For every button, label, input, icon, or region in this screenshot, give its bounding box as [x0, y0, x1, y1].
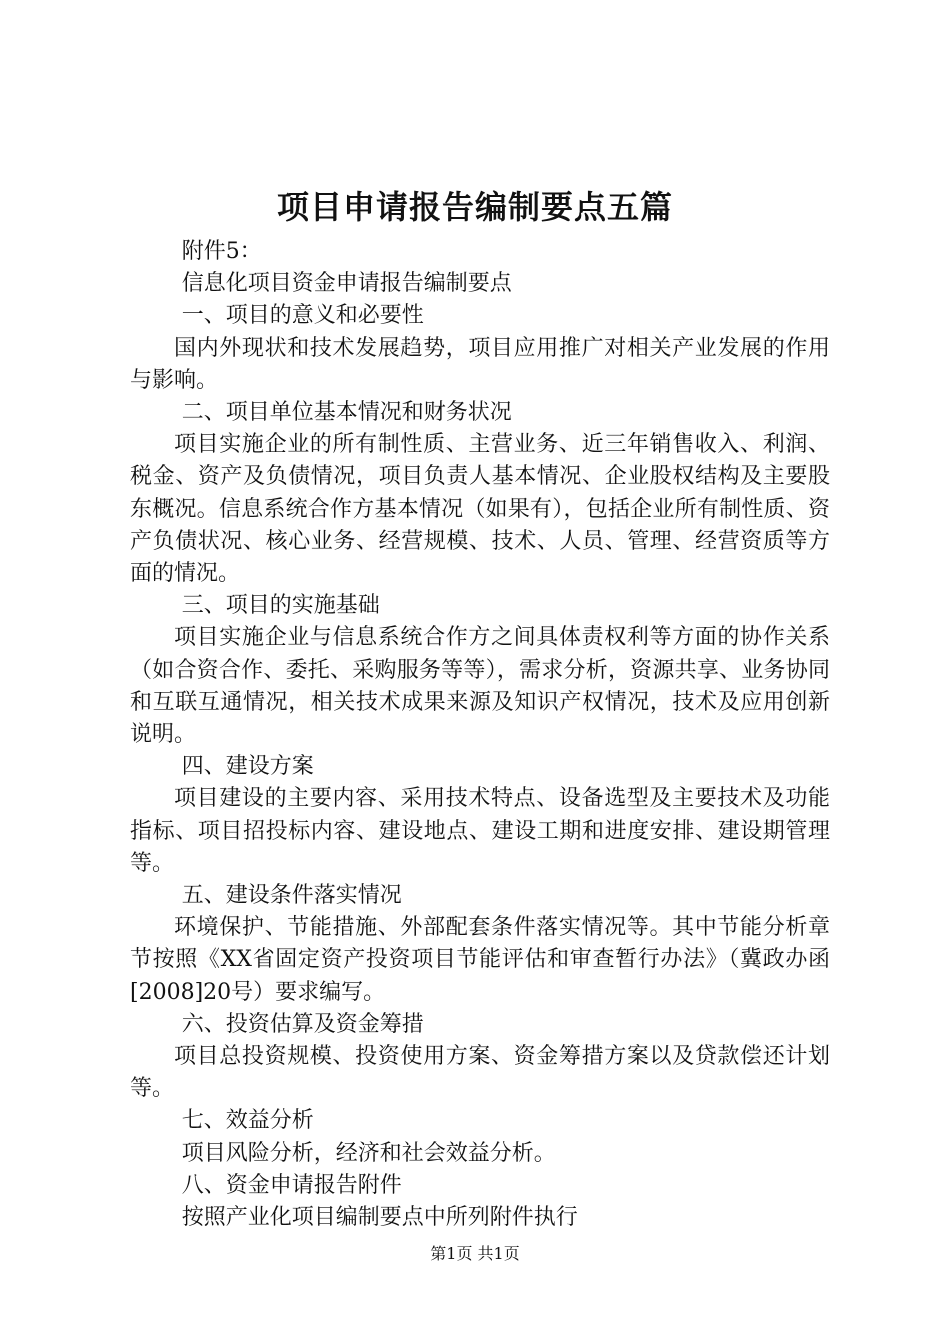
document-title: 项目申请报告编制要点五篇: [276, 188, 673, 226]
section-heading-1: 一、项目的意义和必要性: [181, 303, 424, 329]
section-body-4: 项目建设的主要内容、采用技术特点、设备选型及主要技术及功能指标、项目招投标内容、建设地点、建设工期和进度安排、建设期管理等。: [130, 786, 830, 876]
section-heading-2: 二、项目单位基本情况和财务状况: [181, 400, 512, 426]
section-body-2: 项目实施企业的所有制性质、主营业务、近三年销售收入、利润、税金、资产及负债情况，项目负责人基本情况、企业股权结构及主要股东概况。信息系统合作方基本情况（如果有），包括企业所有制性质、资产负债状况、核心业务、经营规模、技术、人员、管理、经营资质等方面的情况。: [130, 432, 830, 587]
section-heading-4: 四、建设方案: [181, 754, 314, 780]
section-body-1: 国内外现状和技术发展趋势，项目应用推广对相关产业发展的作用与影响。: [130, 335, 830, 393]
section-body-5: 环境保护、节能措施、外部配套条件落实情况等。其中节能分析章节按照《XX省固定资产投资项目节能评估和审查暂行办法》（冀政办函[2008]20号）要求编写。: [130, 915, 830, 1005]
paragraph-attachment-label: 附件5：: [181, 239, 262, 264]
section-body-3: 项目实施企业与信息系统合作方之间具体责权利等方面的协作关系（如合资合作、委托、采购服务等等），需求分析，资源共享、业务协同和互联互通情况，相关技术成果来源及知识产权情况，技术及应用创新说明。: [130, 625, 830, 748]
document-body: [130, 236, 830, 1234]
section-body-8: 按照产业化项目编制要点中所列附件执行: [181, 1205, 578, 1231]
section-heading-3: 三、项目的实施基础: [181, 593, 380, 619]
section-heading-8: 八、资金申请报告附件: [181, 1172, 402, 1198]
section-heading-6: 六、投资估算及资金筹措: [181, 1011, 424, 1037]
paragraph-subtitle: 信息化项目资金申请报告编制要点: [181, 271, 512, 297]
section-heading-5: 五、建设条件落实情况: [181, 883, 402, 909]
page-number-footer: 第1页 共1页: [430, 1244, 520, 1263]
section-body-7: 项目风险分析，经济和社会效益分析。: [181, 1140, 556, 1166]
section-body-6: 项目总投资规模、投资使用方案、资金筹措方案以及贷款偿还计划等。: [130, 1044, 830, 1102]
section-heading-7: 七、效益分析: [181, 1108, 314, 1134]
